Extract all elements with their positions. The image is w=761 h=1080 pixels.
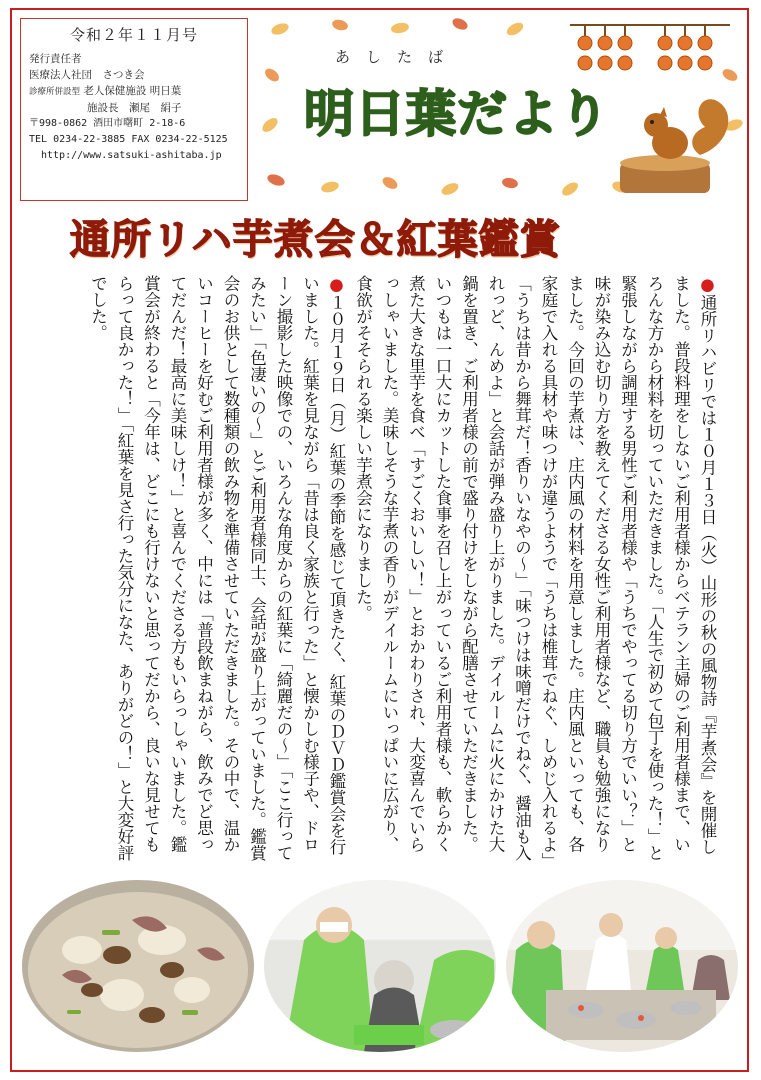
publisher-label: 発行責任者 [29,53,82,65]
article-paragraph-2: ●１０月１９日（月）紅葉の季節を感じて頂きたく、紅葉のＤＶＤ鑑賞会を行いました。紅葉を見ながら「昔は良く家族と行った」と懐かしむ様子や、ドローン撮影した映像での、いろんな角度からの紅葉に「綺麗だの～」「ここ行ってみたい」「色凄いの～」とご利用者様同士、会話が盛り上がっていました。鑑賞会のお供として数種類の飲み物を準備させていただきました。その中で、温かいコーヒーを好むご利用者様が多く、中には「普段飲まねがら、飲みでど思ってだんだ！最高に美味しけ！」と喜んでくださる方もいらっしゃいました。鑑賞会が終わると「今年は、どこにも行けないと思ってだから、良いな見せてもらって良かった！」「紅葉を見さ行った気分になた、ありがどの！」と大変好評でした。 [88,275,346,861]
phone-fax: TEL 0234-22-3885 FAX 0234-22-5125 [29,134,228,145]
facility-line [29,83,239,100]
article-body [40,275,720,865]
director: 施設長 瀬尾 絹子 [87,102,182,114]
cooking-table-photo [264,880,496,1052]
article-headline: 通所リハ芋煮会＆紅葉鑑賞 [70,217,561,263]
article-paragraph-1: ●通所リハビリでは１０月１３日（火）山形の秋の風物詩『芋煮会』を開催しました。普段料理をしないご利用者様からベテラン主婦のご利用者様まで、いろんな方から材料を切っていただきました。「人生で初めて包丁を使った！」と緊張しながら調理する男性ご利用者様や「うちでやってる切り方でいい？」と味が染み込む切り方を教えてくださる女性ご利用者様など、職員も勉強になりました。今回の芋煮は、庄内風の材料を用意しました。庄内風といっても、各家庭で入れる具材や味つけが違うようで「うちは椎茸でねぐ、しめじ入れるよ」「うちは昔から舞茸だ！香りいなやの～」「味つけは味噌だけでねぐ、醤油も入れっど、んめよ」と会話が弾み盛り上がりました。デイルームに火にかけた大鍋を置き、ご利用者様の前で盛り付けをしながら配膳させていただきました。いつもは一口大にカットした食事を召し上がっているご利用者様も、軟らかく煮た大きな里芋を食べ「すごくおいしい！」とおかわりされ、大変喜んでいらっしゃいました。美味しそうな芋煮の香りがデイルームにいっぱいに広がり、食欲がそそられる楽しい芋煮会になりました。 [353,275,717,861]
address: 〒998-0862 酒田市曙町 2-18-6 [29,118,186,129]
cutting-group-photo [506,880,738,1052]
publisher-org: 医療法人社団 さつき会 [29,69,145,81]
website-url: http://www.satsuki-ashitaba.jp [41,150,222,161]
hanging-persimmons [570,25,730,37]
facility-name: 老人保健施設 明日葉 [83,85,182,97]
bullet-icon: ● [698,275,717,294]
masthead-title: 明日葉だより [304,85,610,143]
bullet-icon: ● [327,275,346,294]
persimmon-icons [578,36,712,70]
squirrel-on-stump-icon [620,99,728,193]
imoni-pot-photo [22,880,254,1052]
masthead-ruby: あしたば [335,48,460,66]
facility-prefix: 診療所併設型 [29,87,81,97]
issue-date: 令和２年１１月号 [69,26,198,44]
publisher-info-box [20,18,248,201]
